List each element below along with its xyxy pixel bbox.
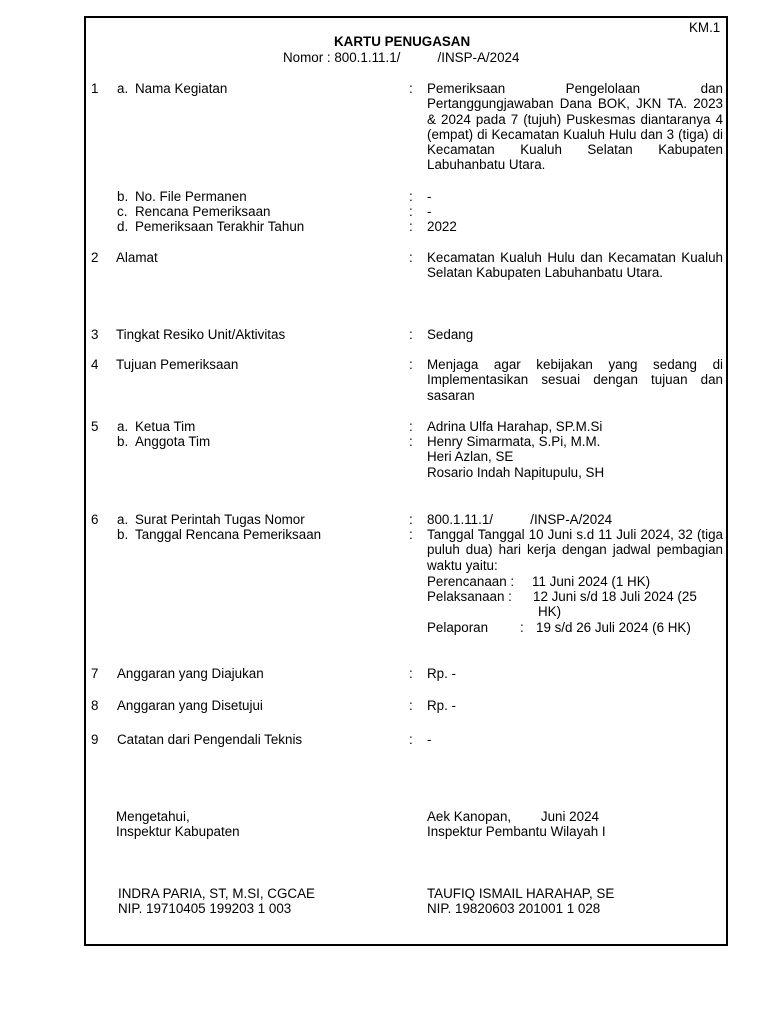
- item-3-value: Sedang: [427, 327, 474, 342]
- item-6-number: 6: [91, 512, 99, 527]
- signature-right-name: TAUFIQ ISMAIL HARAHAP, SE: [427, 886, 615, 901]
- colon: :: [409, 327, 413, 342]
- item-8-number: 8: [91, 698, 99, 713]
- item-1b-value: -: [427, 189, 432, 204]
- item-1a-label: Nama Kegiatan: [135, 81, 228, 96]
- item-9-label: Catatan dari Pengendali Teknis: [117, 732, 303, 747]
- phase-reporting-value: 19 s/d 26 Juli 2024 (6 HK): [536, 620, 691, 635]
- item-1c-value: -: [427, 204, 432, 219]
- item-1d-label: Pemeriksaan Terakhir Tahun: [135, 219, 305, 234]
- phase-execution-label: Pelaksanaan :: [427, 589, 512, 604]
- item-5a-letter: a.: [117, 419, 129, 434]
- colon: :: [409, 512, 413, 527]
- item-3-number: 3: [91, 327, 99, 342]
- item-7-number: 7: [91, 666, 99, 681]
- signature-left-line1: Mengetahui,: [116, 809, 190, 824]
- item-6b-label: Tanggal Rencana Pemeriksaan: [135, 527, 322, 542]
- signature-right-nip: NIP. 19820603 201001 1 028: [427, 901, 601, 916]
- colon: :: [409, 419, 413, 434]
- item-4-value: Menjaga agar kebijakan yang sedang di Implementasikan sesuai dengan tujuan dan sasaran: [427, 357, 723, 403]
- colon: :: [409, 732, 413, 747]
- signature-left-nip: NIP. 19710405 199203 1 003: [118, 901, 292, 916]
- signature-right-line1: Aek Kanopan, Juni 2024: [427, 809, 599, 824]
- colon: :: [409, 250, 413, 265]
- item-1d-letter: d.: [117, 219, 129, 234]
- item-2-label: Alamat: [116, 250, 158, 265]
- team-member: Heri Azlan, SE: [427, 449, 514, 464]
- item-6a-letter: a.: [117, 512, 129, 527]
- item-2-value: Kecamatan Kualuh Hulu dan Kecamatan Kualuh Selatan Kabupaten Labuhanbatu Utara.: [427, 250, 723, 281]
- colon: :: [409, 204, 413, 219]
- item-2-number: 2: [91, 250, 99, 265]
- item-5b-label: Anggota Tim: [135, 434, 211, 449]
- item-8-value: Rp. -: [427, 698, 457, 713]
- item-1c-letter: c.: [117, 204, 128, 219]
- phase-planning-label: Perencanaan :: [427, 574, 515, 589]
- colon: :: [409, 527, 413, 542]
- item-4-number: 4: [91, 357, 99, 372]
- team-member: Henry Simarmata, S.Pi, M.M.: [427, 434, 601, 449]
- phase-reporting-colon: :: [520, 620, 524, 635]
- phase-reporting-label: Pelaporan: [427, 620, 489, 635]
- item-1a-value: Pemeriksaan Pengelolaan dan Pertanggungjawaban Dana BOK, JKN TA. 2023 & 2024 pada 7 (tujuh) Puskesmas diantaranya 4 (empat) di Kecamatan Kualuh Hulu dan 3 (tiga) di Kecamatan Kualuh Selatan Kabupaten Labuhanbatu Utara.: [427, 81, 723, 173]
- item-7-value: Rp. -: [427, 666, 457, 681]
- item-5-number: 5: [91, 419, 99, 434]
- phase-execution-value: 12 Juni s/d 18 Juli 2024 (25: [533, 589, 697, 604]
- item-9-number: 9: [91, 732, 99, 747]
- item-6a-label: Surat Perintah Tugas Nomor: [135, 512, 305, 527]
- item-1d-value: 2022: [427, 219, 457, 234]
- colon: :: [409, 219, 413, 234]
- item-4-label: Tujuan Pemeriksaan: [116, 357, 239, 372]
- item-6b-letter: b.: [117, 527, 129, 542]
- team-member: Rosario Indah Napitupulu, SH: [427, 465, 605, 480]
- document-number: Nomor : 800.1.11.1/ /INSP-A/2024: [283, 50, 520, 65]
- colon: :: [409, 434, 413, 449]
- item-7-label: Anggaran yang Diajukan: [117, 666, 264, 681]
- phase-execution-cont: HK): [538, 604, 562, 619]
- phase-planning-value: 11 Juni 2024 (1 HK): [532, 574, 651, 589]
- item-5a-label: Ketua Tim: [135, 419, 196, 434]
- colon: :: [409, 666, 413, 681]
- item-8-label: Anggaran yang Disetujui: [117, 698, 263, 713]
- item-9-value: -: [427, 732, 432, 747]
- signature-right-line2: Inspektur Pembantu Wilayah I: [427, 824, 606, 839]
- item-6b-value: Tanggal Tanggal 10 Juni s.d 11 Juli 2024, 32 (tiga puluh dua) hari kerja dengan jadwal pembagian waktu yaitu:: [427, 527, 723, 573]
- item-1c-label: Rencana Pemeriksaan: [135, 204, 271, 219]
- item-1b-label: No. File Permanen: [135, 189, 247, 204]
- item-3-label: Tingkat Resiko Unit/Aktivitas: [116, 327, 286, 342]
- colon: :: [409, 698, 413, 713]
- item-1-number: 1: [91, 81, 99, 96]
- colon: :: [409, 189, 413, 204]
- document-title: KARTU PENUGASAN: [334, 34, 471, 49]
- colon: :: [409, 357, 413, 372]
- item-5a-value: Adrina Ulfa Harahap, SP.M.Si: [427, 419, 603, 434]
- item-6a-value: 800.1.11.1/ /INSP-A/2024: [427, 512, 613, 527]
- signature-left-line2: Inspektur Kabupaten: [116, 824, 240, 839]
- item-1a-letter: a.: [117, 81, 129, 96]
- signature-left-name: INDRA PARIA, ST, M.SI, CGCAE: [118, 886, 315, 901]
- form-code: KM.1: [689, 20, 721, 35]
- item-1b-letter: b.: [117, 189, 129, 204]
- colon: :: [409, 81, 413, 96]
- item-5b-letter: b.: [117, 434, 129, 449]
